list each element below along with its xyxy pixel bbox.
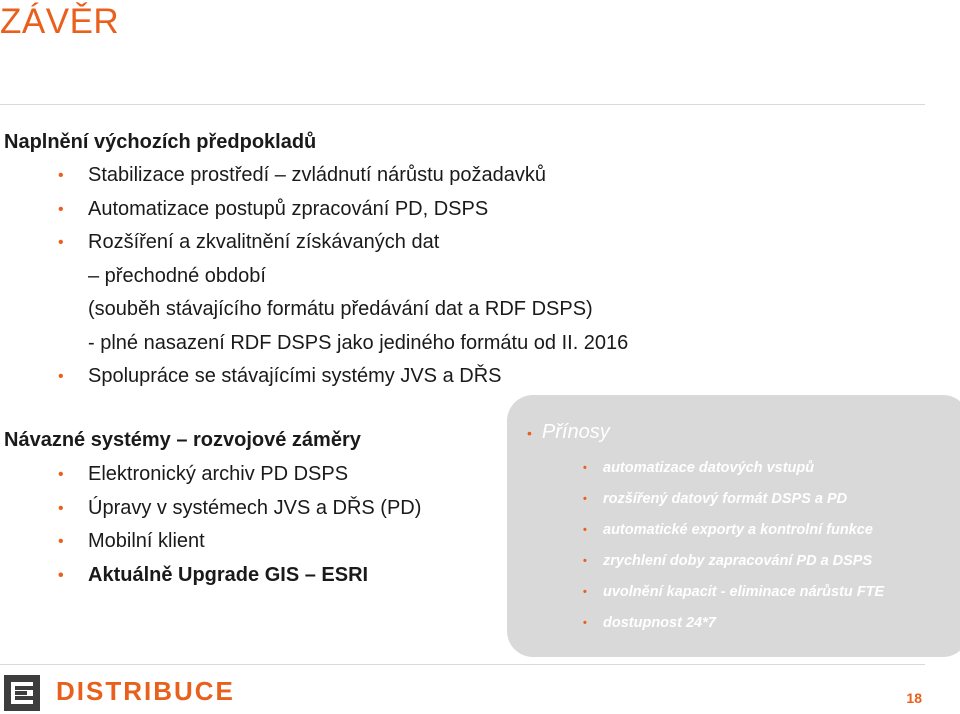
list-item: • Rozšíření a zkvalitnění získávaných dat bbox=[58, 226, 628, 260]
section-heading-prerequisites: Naplnění výchozích předpokladů bbox=[4, 131, 317, 153]
list-item: • dostupnost 24*7 bbox=[583, 608, 884, 639]
page-number: 18 bbox=[906, 690, 922, 706]
bottom-divider bbox=[0, 664, 925, 665]
list-item-continuation: – přechodné období bbox=[88, 264, 266, 287]
list-item-continuation: (souběh stávajícího formátu předávání dat a RDF DSPS) bbox=[88, 298, 593, 320]
bullet-icon: • bbox=[58, 167, 64, 184]
bullet-icon: • bbox=[583, 493, 587, 505]
section-heading-follow-up-systems: Návazné systémy – rozvojové záměry bbox=[4, 429, 361, 451]
bullet-icon: • bbox=[58, 234, 64, 251]
list-item: • Aktuálně Upgrade GIS – ESRI bbox=[58, 559, 421, 593]
list-item: • Stabilizace prostředí – zvládnutí nárůstu požadavků bbox=[58, 159, 628, 193]
bullet-icon: • bbox=[527, 425, 532, 441]
bullet-icon: • bbox=[58, 499, 64, 517]
bullet-icon: • bbox=[58, 533, 64, 550]
list-item: • Automatizace postupů zpracování PD, DSPS bbox=[58, 193, 628, 227]
bullet-icon: • bbox=[583, 524, 587, 536]
list-item-continuation: - plné nasazení RDF DSPS jako jediného formátu od II. 2016 bbox=[88, 331, 629, 354]
list-item: • Mobilní klient bbox=[58, 525, 421, 559]
top-divider bbox=[0, 104, 925, 105]
list-item: • automatizace datových vstupů bbox=[583, 453, 884, 484]
bullet-icon: • bbox=[58, 466, 64, 483]
brand-name: DISTRIBUCE bbox=[56, 676, 235, 706]
list-item: • zrychlení doby zapracování PD a DSPS bbox=[583, 546, 884, 577]
list-item: • Elektronický archiv PD DSPS bbox=[58, 458, 421, 492]
follow-up-systems-list bbox=[58, 458, 421, 592]
benefits-heading: • Přínosy bbox=[527, 421, 610, 443]
bullet-icon: • bbox=[58, 566, 64, 584]
list-item: • Spolupráce se stávajícími systémy JVS a DŘS bbox=[58, 360, 628, 394]
bullet-icon: • bbox=[583, 617, 587, 629]
list-item: • uvolnění kapacit - eliminace nárůstu FTE bbox=[583, 577, 884, 608]
page-title: ZÁVĚR bbox=[0, 2, 120, 41]
bullet-icon: • bbox=[583, 462, 587, 474]
list-item: • rozšířený datový formát DSPS a PD bbox=[583, 484, 884, 515]
bullet-icon: • bbox=[583, 586, 587, 598]
bullet-icon: • bbox=[58, 368, 64, 385]
list-item: • automatické exporty a kontrolní funkce bbox=[583, 515, 884, 546]
bullet-icon: • bbox=[583, 555, 587, 567]
prerequisites-list bbox=[58, 159, 628, 394]
benefits-list bbox=[583, 453, 884, 639]
cez-logo-icon bbox=[4, 675, 40, 711]
list-item: • Úpravy v systémech JVS a DŘS (PD) bbox=[58, 492, 421, 526]
bullet-icon: • bbox=[58, 200, 64, 218]
